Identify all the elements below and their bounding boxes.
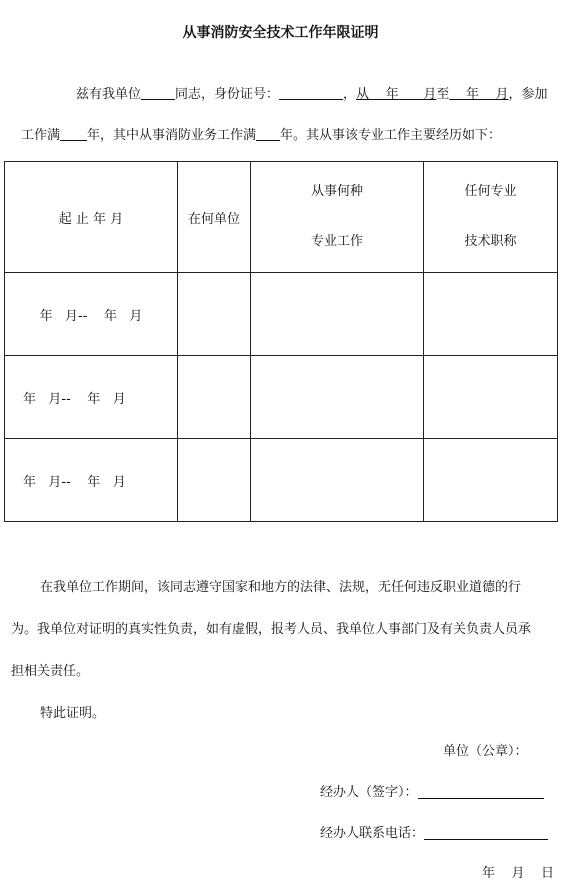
header-title xyxy=(424,162,558,273)
table-row xyxy=(5,439,558,522)
handler-phone-label: 经办人联系电话： xyxy=(320,826,425,841)
row-work-cell[interactable] xyxy=(251,356,424,439)
intro-part3: 年。其从事该专业工作主要经历如下： xyxy=(280,128,502,143)
row-unit-cell[interactable] xyxy=(178,439,251,522)
name-blank[interactable] xyxy=(141,85,175,100)
id-number-blank[interactable] xyxy=(279,85,343,100)
intro-tongzhi: 同志，身份证号： xyxy=(175,87,280,102)
page-title: 从事消防安全技术工作年限证明 xyxy=(182,25,379,41)
row-title-cell[interactable] xyxy=(424,273,558,356)
header-title-line2: 技术职称 xyxy=(464,234,517,249)
row-period[interactable]: 年 月-- 年 月 xyxy=(5,273,178,356)
intro-line-2 xyxy=(21,124,501,143)
row-title-cell[interactable] xyxy=(424,439,558,522)
handler-signature xyxy=(320,781,544,800)
handler-signature-blank[interactable] xyxy=(418,784,544,799)
table-row xyxy=(5,273,558,356)
intro-line-1 xyxy=(76,83,548,102)
from-period[interactable]: 从 年 月 xyxy=(356,87,437,102)
intro-comma: ， xyxy=(343,87,357,102)
header-period: 起 止 年 月 xyxy=(5,162,178,273)
row-work-cell[interactable] xyxy=(251,273,424,356)
intro-part1: 工作满 xyxy=(21,128,61,143)
header-unit: 在何单位 xyxy=(178,162,251,273)
table-header-row xyxy=(5,162,558,273)
header-work xyxy=(251,162,424,273)
row-unit-cell[interactable] xyxy=(178,273,251,356)
header-title-line1: 任何专业 xyxy=(464,184,517,199)
unit-seal-label: 单位（公章）： xyxy=(443,744,528,759)
intro-suffix: ，参加 xyxy=(508,87,548,102)
handler-label: 经办人（签字）： xyxy=(320,785,418,800)
handler-phone xyxy=(320,822,548,841)
body-line-3: 担相关责任。 xyxy=(11,664,90,679)
row-unit-cell[interactable] xyxy=(178,356,251,439)
table-row xyxy=(5,356,558,439)
intro-prefix: 兹有我单位 xyxy=(76,87,142,102)
row-title-cell[interactable] xyxy=(424,356,558,439)
date-line: 年 月 日 xyxy=(482,866,555,881)
row-period[interactable]: 年 月-- 年 月 xyxy=(5,439,178,522)
row-period[interactable]: 年 月-- 年 月 xyxy=(5,356,178,439)
fire-years-blank[interactable] xyxy=(256,126,280,141)
header-work-line2: 专业工作 xyxy=(310,234,363,249)
body-line-2: 为。我单位对证明的真实性负责，如有虚假，报考人员、我单位人事部门及有关负责人员承 xyxy=(11,622,532,637)
work-years-blank[interactable] xyxy=(60,126,87,141)
experience-table xyxy=(4,161,558,522)
closing-statement: 特此证明。 xyxy=(40,706,106,721)
handler-phone-blank[interactable] xyxy=(424,825,548,840)
intro-to: 至 xyxy=(436,87,450,102)
body-line-1: 在我单位工作期间，该同志遵守国家和地方的法律、法规，无任何违反职业道德的行 xyxy=(40,580,522,595)
row-work-cell[interactable] xyxy=(251,439,424,522)
header-work-line1: 从事何种 xyxy=(310,184,363,199)
to-period[interactable]: 年 月 xyxy=(465,87,509,102)
intro-part2: 年，其中从事消防业务工作满 xyxy=(87,128,257,143)
